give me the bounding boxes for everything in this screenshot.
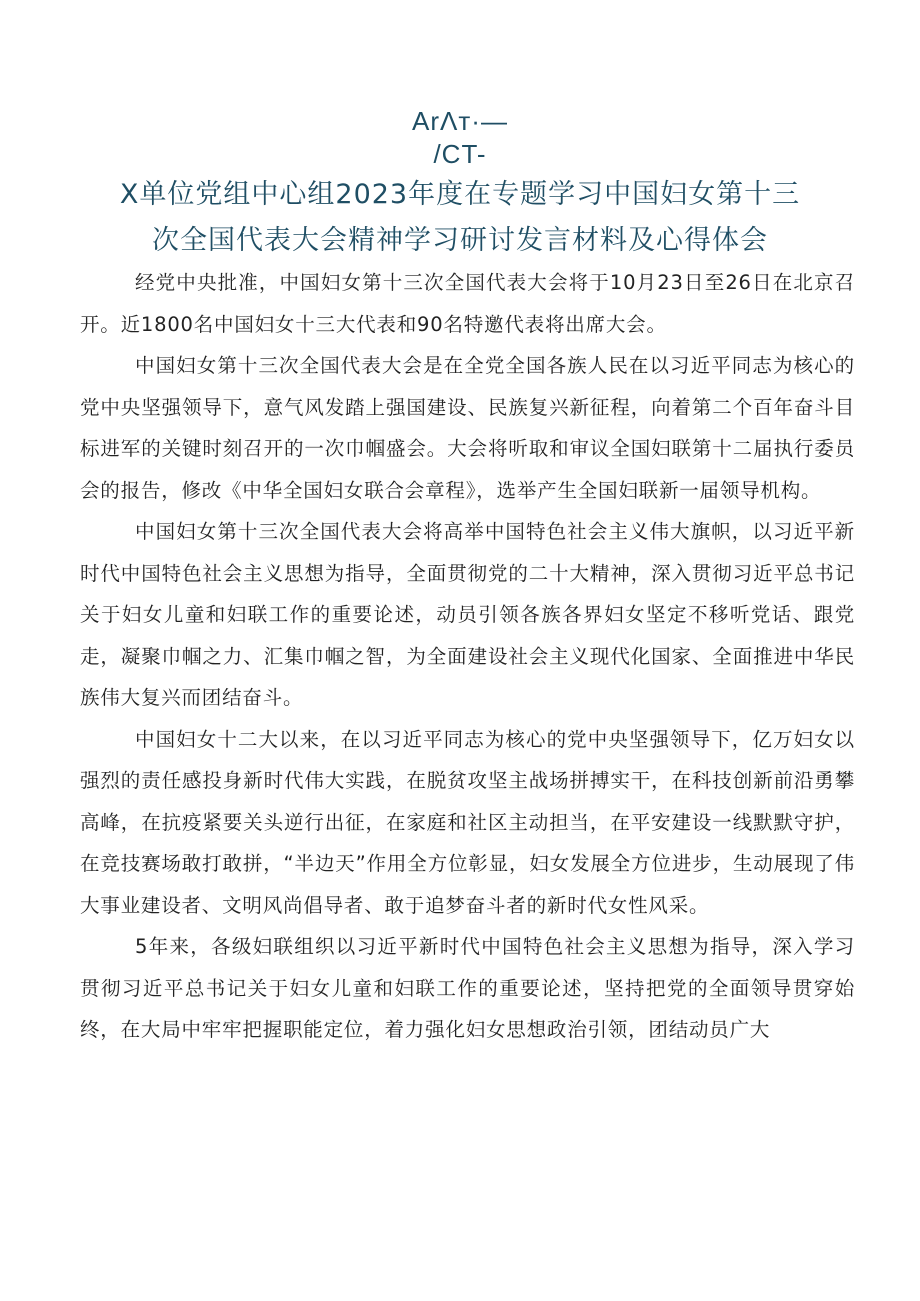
document-title-line-1: X单位党组中心组2023年度在专题学习中国妇女第十三 [119,179,801,210]
header-mark-bottom: /CT- [433,139,487,169]
paragraph-4: 中国妇女十二大以来，在以习近平同志为核心的党中央坚强领导下，亿万妇女以强烈的责任感投身新时代伟大实践，在脱贫攻坚主战场拼搏实干，在科技创新前沿勇攀高峰，在抗疫紧要关头逆行出征，在家庭和社区主动担当，在平安建设一线默默守护，在竞技赛场敢打敢拼，“半边天”作用全方位彰显，妇女发展全方位进步，生动展现了伟大事业建设者、文明风尚倡导者、敢于追梦奋斗者的新时代女性风采。 [80,727,855,917]
paragraph-2: 中国妇女第十三次全国代表大会是在全党全国各族人民在以习近平同志为核心的党中央坚强领导下，意气风发踏上强国建设、民族复兴新征程，向着第二个百年奋斗目标进军的关键时刻召开的一次巾帼盛会。大会将听取和审议全国妇联第十二届执行委员会的报告，修改《中华全国妇女联合会章程》，选举产生全国妇联新一届领导机构。 [80,354,855,502]
document-body [80,262,855,1051]
paragraph-1: 经党中央批准，中国妇女第十三次全国代表大会将于10月23日至26日在北京召开。近1800名中国妇女十三大代表和90名特邀代表将出席大会。 [80,271,855,336]
header-mark-top: ArΛт·— [412,106,508,136]
paragraph-3: 中国妇女第十三次全国代表大会将高举中国特色社会主义伟大旗帜，以习近平新时代中国特色社会主义思想为指导，全面贯彻党的二十大精神，深入贯彻习近平总书记关于妇女儿童和妇联工作的重要论述，动员引领各族各界妇女坚定不移听党话、跟党走，凝聚巾帼之力、汇集巾帼之智，为全面建设社会主义现代化国家、全面推进中华民族伟大复兴而团结奋斗。 [80,520,855,709]
paragraph-5: 5年来，各级妇联组织以习近平新时代中国特色社会主义思想为指导，深入学习贯彻习近平总书记关于妇女儿童和妇联工作的重要论述，坚持把党的全面领导贯穿始终，在大局中牢牢把握职能定位，着力强化妇女思想政治引领，团结动员广大 [80,935,855,1041]
document-title-line-2: 次全国代表大会精神学习研讨发言材料及心得体会 [152,225,768,256]
